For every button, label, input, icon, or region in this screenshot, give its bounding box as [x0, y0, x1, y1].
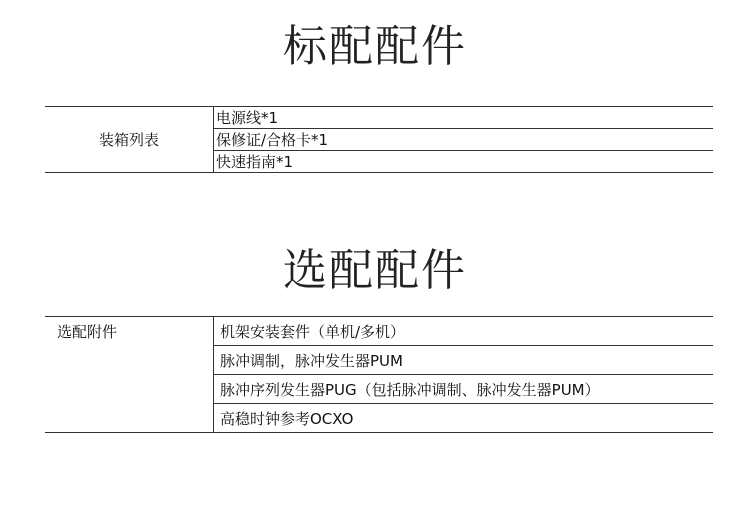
standard-item: 电源线*1 [216, 109, 279, 127]
optional-accessories-label [45, 317, 214, 433]
optional-accessories-title: 选配配件 [283, 245, 467, 296]
optional-accessories-label-text: 选配附件 [57, 323, 118, 341]
optional-accessories-table [45, 316, 713, 433]
standard-item: 快速指南*1 [214, 151, 714, 173]
standard-accessories-table [45, 106, 713, 173]
optional-item: 脉冲序列发生器PUG（包括脉冲调制、脉冲发生器PUM） [214, 375, 714, 404]
optional-item: 脉冲调制，脉冲发生器PUM [214, 346, 714, 375]
optional-item: 机架安装套件（单机/多机） [220, 322, 406, 341]
standard-item: 保修证/合格卡*1 [214, 129, 714, 151]
standard-accessories-title: 标配配件 [283, 21, 467, 72]
optional-item: 高稳时钟参考OCXO [214, 404, 714, 433]
table-row [45, 317, 713, 346]
packing-list-label: 装箱列表 [45, 107, 214, 173]
table-row [45, 107, 713, 129]
